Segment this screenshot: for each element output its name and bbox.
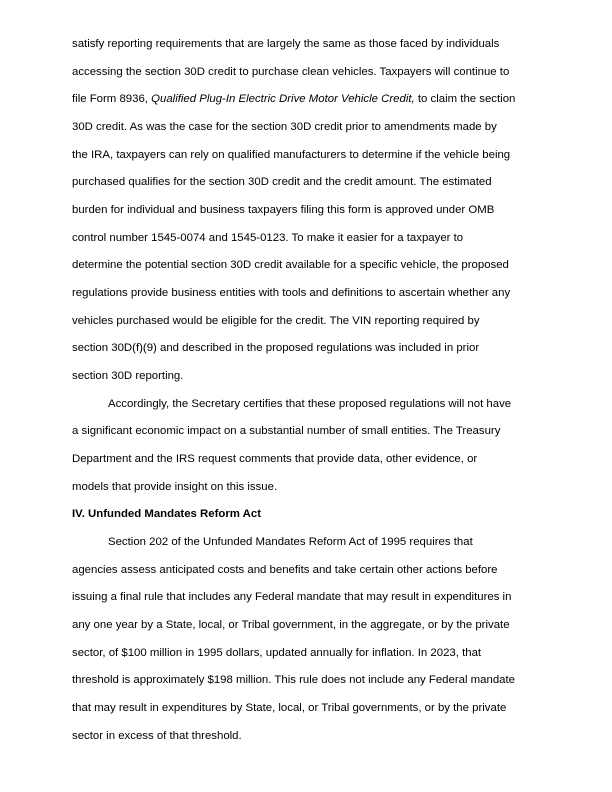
form-reference-prefix: file Form 8936,	[72, 93, 152, 105]
paragraph-1-line-2: accessing the section 30D credit to purchase clean vehicles. Taxpayers will continue to	[72, 66, 510, 78]
paragraph-1-line-6: purchased qualifies for the section 30D credit and the credit amount. The estimated	[72, 176, 492, 188]
paragraph-3-line-4: any one year by a State, local, or Tribal government, in the aggregate, or by the private	[72, 619, 510, 631]
paragraph-2-line-3: Department and the IRS request comments that provide data, other evidence, or	[72, 453, 478, 465]
paragraph-1-line-3	[72, 92, 515, 106]
paragraph-3-line-1: Section 202 of the Unfunded Mandates Reform Act of 1995 requires that	[108, 536, 473, 548]
paragraph-3-line-7: that may result in expenditures by State, local, or Tribal governments, or by the private	[72, 702, 507, 714]
paragraph-3-line-8: sector in excess of that threshold.	[72, 730, 242, 742]
paragraph-2-line-2: a significant economic impact on a substantial number of small entities. The Treasury	[72, 425, 501, 437]
paragraph-1-line-13: section 30D reporting.	[72, 370, 184, 382]
paragraph-1-line-12: section 30D(f)(9) and described in the proposed regulations was included in prior	[72, 342, 480, 354]
paragraph-3-line-3: issuing a final rule that includes any Federal mandate that may result in expenditures in	[72, 591, 512, 603]
paragraph-1-line-5: the IRA, taxpayers can rely on qualified manufacturers to determine if the vehicle being	[72, 149, 511, 161]
paragraph-1-line-1: satisfy reporting requirements that are largely the same as those faced by individuals	[72, 38, 500, 50]
paragraph-1-line-4: 30D credit. As was the case for the section 30D credit prior to amendments made by	[72, 121, 497, 133]
paragraph-2-line-4: models that provide insight on this issue.	[72, 481, 278, 493]
paragraph-1-line-7: burden for individual and business taxpayers filing this form is approved under OMB	[72, 204, 495, 216]
paragraph-1-line-11: vehicles purchased would be eligible for the credit. The VIN reporting required by	[72, 315, 480, 327]
paragraph-3-line-5: sector, of $100 million in 1995 dollars, updated annually for inflation. In 2023, that	[72, 647, 482, 659]
form-title-italic: Qualified Plug-In Electric Drive Motor Vehicle Credit,	[151, 93, 415, 105]
form-reference-suffix: to claim the section	[414, 93, 516, 105]
paragraph-1-line-10: regulations provide business entities with tools and definitions to ascertain whether any	[72, 287, 511, 299]
paragraph-1-line-9: determine the potential section 30D credit available for a specific vehicle, the proposed	[72, 259, 509, 271]
section-heading: IV. Unfunded Mandates Reform Act	[72, 508, 262, 520]
paragraph-3-line-6: threshold is approximately $198 million. This rule does not include any Federal mandate	[72, 674, 516, 686]
paragraph-2-line-1: Accordingly, the Secretary certifies that these proposed regulations will not have	[108, 398, 512, 410]
paragraph-1-line-8: control number 1545-0074 and 1545-0123. To make it easier for a taxpayer to	[72, 232, 464, 244]
paragraph-3-line-2: agencies assess anticipated costs and benefits and take certain other actions before	[72, 564, 498, 576]
